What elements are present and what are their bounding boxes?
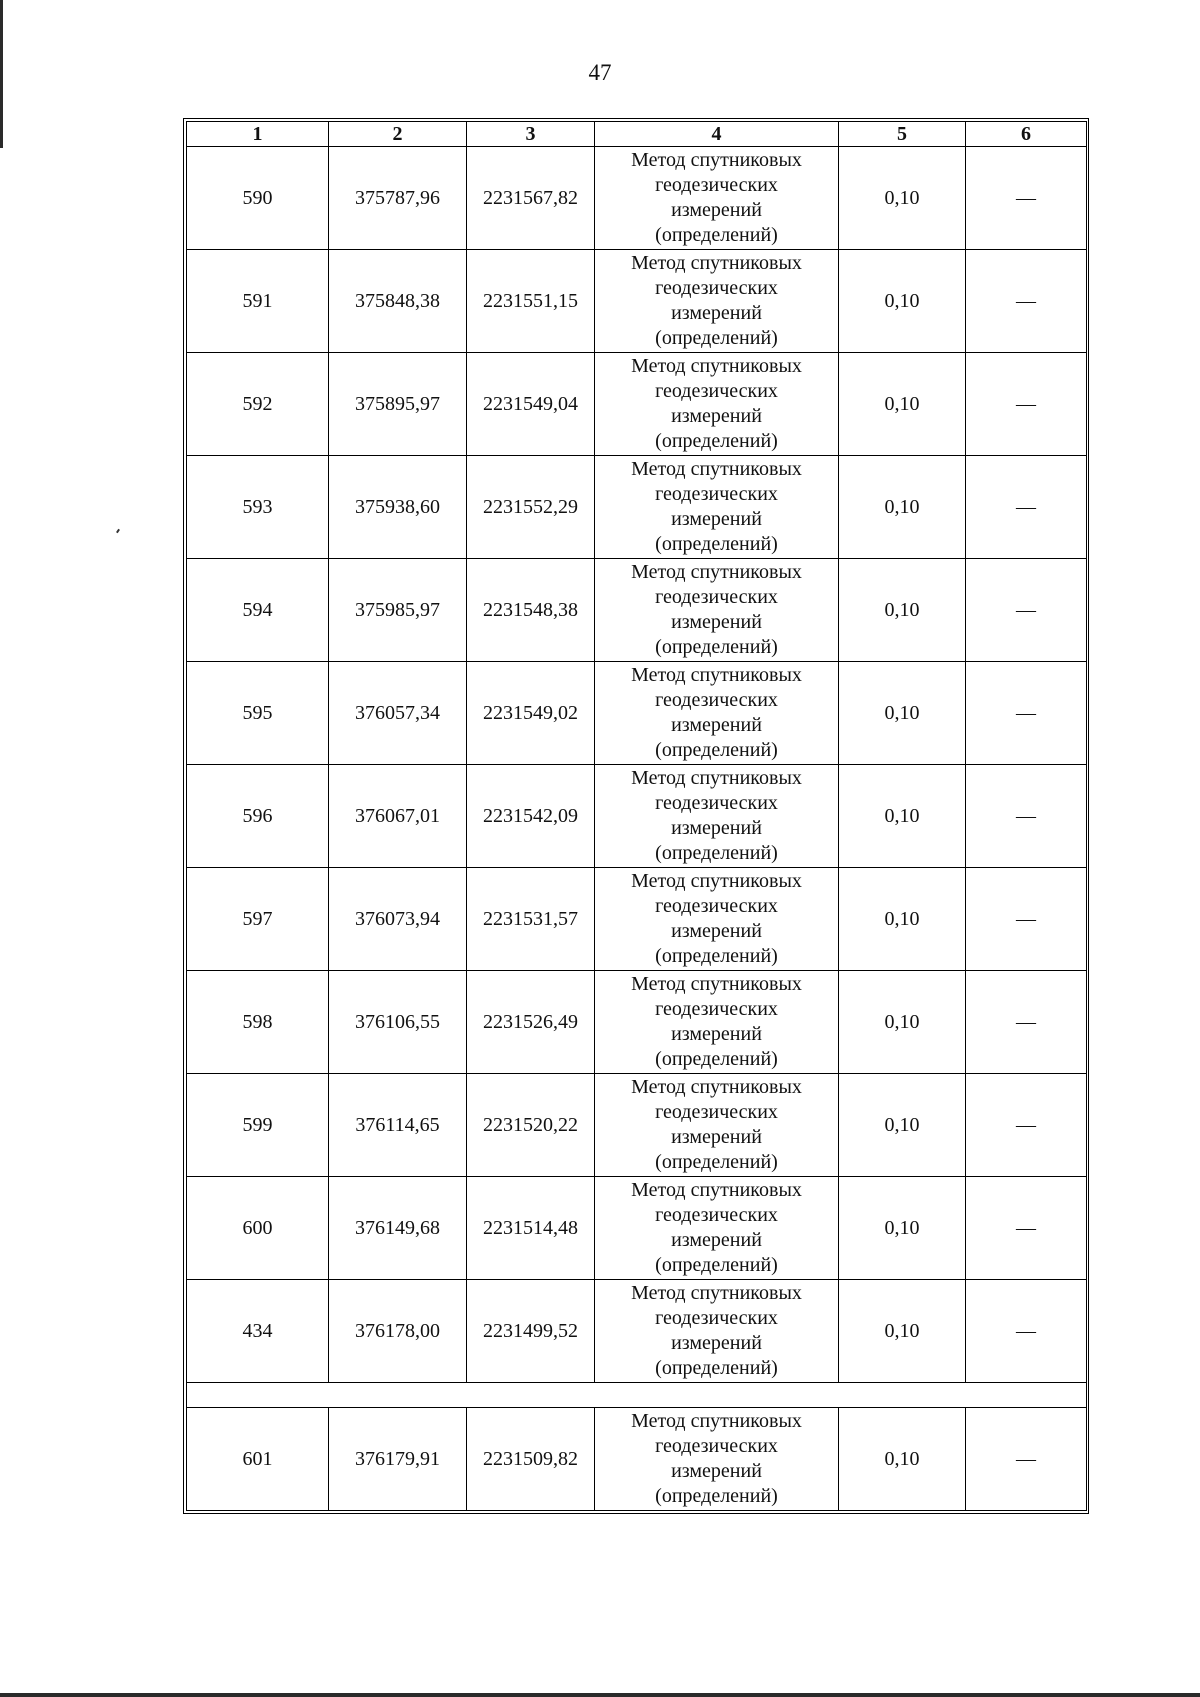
point-number-cell: 596 [187, 765, 329, 868]
accuracy-cell: 0,10 [839, 559, 966, 662]
method-text-line: измерений [671, 508, 762, 530]
y-coordinate-cell: 2231514,48 [467, 1177, 595, 1280]
x-coordinate-cell: 376067,01 [329, 765, 467, 868]
method-text-line: Метод спутниковых [631, 458, 802, 480]
point-number-cell: 598 [187, 971, 329, 1074]
method-text-line: Метод спутниковых [631, 767, 802, 789]
point-number-cell: 597 [187, 868, 329, 971]
method-text-line: (определений) [655, 1485, 778, 1507]
note-cell: — [966, 353, 1087, 456]
note-cell: — [966, 1074, 1087, 1177]
method-text-line: Метод спутниковых [631, 1282, 802, 1304]
y-coordinate-cell: 2231526,49 [467, 971, 595, 1074]
table-row [187, 353, 1087, 456]
note-cell: — [966, 456, 1087, 559]
column-header: 6 [966, 122, 1087, 147]
method-text-line: Метод спутниковых [631, 1179, 802, 1201]
column-header: 2 [329, 122, 467, 147]
method-cell [595, 1280, 839, 1383]
table-body [187, 147, 1087, 1511]
method-text-line: (определений) [655, 842, 778, 864]
table-row [187, 456, 1087, 559]
method-text-line: геодезических [655, 998, 778, 1020]
method-cell [595, 456, 839, 559]
x-coordinate-cell: 376114,65 [329, 1074, 467, 1177]
method-cell [595, 868, 839, 971]
method-text-line: Метод спутниковых [631, 973, 802, 995]
point-number-cell: 594 [187, 559, 329, 662]
x-coordinate-cell: 376178,00 [329, 1280, 467, 1383]
note-cell: — [966, 1408, 1087, 1511]
column-header: 5 [839, 122, 966, 147]
table-header-row [187, 122, 1087, 147]
method-text-line: геодезических [655, 586, 778, 608]
point-number-cell: 593 [187, 456, 329, 559]
accuracy-cell: 0,10 [839, 456, 966, 559]
column-header: 3 [467, 122, 595, 147]
method-text-line: измерений [671, 1332, 762, 1354]
method-text-line: измерений [671, 1126, 762, 1148]
y-coordinate-cell: 2231499,52 [467, 1280, 595, 1383]
method-text-line: геодезических [655, 792, 778, 814]
method-text-line: (определений) [655, 1357, 778, 1379]
y-coordinate-cell: 2231520,22 [467, 1074, 595, 1177]
point-number-cell: 592 [187, 353, 329, 456]
method-text-line: (определений) [655, 327, 778, 349]
method-text-line: измерений [671, 920, 762, 942]
note-cell: — [966, 662, 1087, 765]
table-row [187, 147, 1087, 250]
method-text-line: (определений) [655, 945, 778, 967]
accuracy-cell: 0,10 [839, 765, 966, 868]
note-cell: — [966, 1280, 1087, 1383]
method-cell [595, 1074, 839, 1177]
accuracy-cell: 0,10 [839, 662, 966, 765]
table-row [187, 765, 1087, 868]
y-coordinate-cell: 2231549,02 [467, 662, 595, 765]
method-text-line: измерений [671, 611, 762, 633]
method-text-line: измерений [671, 302, 762, 324]
method-cell [595, 662, 839, 765]
table-row [187, 1177, 1087, 1280]
note-cell: — [966, 559, 1087, 662]
x-coordinate-cell: 375895,97 [329, 353, 467, 456]
method-cell [595, 353, 839, 456]
x-coordinate-cell: 375787,96 [329, 147, 467, 250]
method-text-line: (определений) [655, 636, 778, 658]
method-cell [595, 1177, 839, 1280]
point-number-cell: 595 [187, 662, 329, 765]
table-row [187, 868, 1087, 971]
method-cell [595, 765, 839, 868]
method-text-line: Метод спутниковых [631, 870, 802, 892]
method-text-line: (определений) [655, 739, 778, 761]
method-text-line: геодезических [655, 483, 778, 505]
method-text-line: (определений) [655, 1048, 778, 1070]
method-cell [595, 1408, 839, 1511]
method-text-line: геодезических [655, 895, 778, 917]
table-row [187, 250, 1087, 353]
method-text-line: измерений [671, 1023, 762, 1045]
y-coordinate-cell: 2231509,82 [467, 1408, 595, 1511]
point-number-cell: 600 [187, 1177, 329, 1280]
x-coordinate-cell: 376057,34 [329, 662, 467, 765]
accuracy-cell: 0,10 [839, 1408, 966, 1511]
table-row [187, 971, 1087, 1074]
y-coordinate-cell: 2231551,15 [467, 250, 595, 353]
accuracy-cell: 0,10 [839, 250, 966, 353]
table-row [187, 1074, 1087, 1177]
method-text-line: измерений [671, 405, 762, 427]
scan-edge-bottom [0, 1693, 1200, 1697]
note-cell: — [966, 1177, 1087, 1280]
x-coordinate-cell: 375985,97 [329, 559, 467, 662]
method-cell [595, 147, 839, 250]
accuracy-cell: 0,10 [839, 1177, 966, 1280]
point-number-cell: 590 [187, 147, 329, 250]
accuracy-cell: 0,10 [839, 147, 966, 250]
accuracy-cell: 0,10 [839, 353, 966, 456]
y-coordinate-cell: 2231567,82 [467, 147, 595, 250]
table-row [187, 1280, 1087, 1383]
method-text-line: геодезических [655, 1204, 778, 1226]
point-number-cell: 434 [187, 1280, 329, 1383]
y-coordinate-cell: 2231542,09 [467, 765, 595, 868]
page-number: 47 [588, 60, 612, 85]
method-text-line: геодезических [655, 689, 778, 711]
x-coordinate-cell: 376179,91 [329, 1408, 467, 1511]
table-row [187, 559, 1087, 662]
note-cell: — [966, 971, 1087, 1074]
method-cell [595, 971, 839, 1074]
x-coordinate-cell: 376073,94 [329, 868, 467, 971]
column-header: 1 [187, 122, 329, 147]
accuracy-cell: 0,10 [839, 868, 966, 971]
x-coordinate-cell: 375848,38 [329, 250, 467, 353]
column-header: 4 [595, 122, 839, 147]
method-text-line: геодезических [655, 174, 778, 196]
y-coordinate-cell: 2231552,29 [467, 456, 595, 559]
method-text-line: геодезических [655, 380, 778, 402]
method-text-line: измерений [671, 817, 762, 839]
method-text-line: Метод спутниковых [631, 561, 802, 583]
method-text-line: измерений [671, 1460, 762, 1482]
accuracy-cell: 0,10 [839, 971, 966, 1074]
method-text-line: измерений [671, 714, 762, 736]
accuracy-cell: 0,10 [839, 1280, 966, 1383]
accuracy-cell: 0,10 [839, 1074, 966, 1177]
method-text-line: Метод спутниковых [631, 252, 802, 274]
method-text-line: (определений) [655, 430, 778, 452]
method-text-line: Метод спутниковых [631, 1076, 802, 1098]
method-text-line: геодезических [655, 1307, 778, 1329]
table-row [187, 662, 1087, 765]
note-cell: — [966, 250, 1087, 353]
method-text-line: геодезических [655, 1101, 778, 1123]
method-text-line: Метод спутниковых [631, 149, 802, 171]
method-text-line: измерений [671, 199, 762, 221]
method-text-line: Метод спутниковых [631, 664, 802, 686]
method-text-line: измерений [671, 1229, 762, 1251]
coordinates-table-frame [183, 118, 1089, 1514]
y-coordinate-cell: 2231549,04 [467, 353, 595, 456]
point-number-cell: 601 [187, 1408, 329, 1511]
method-text-line: геодезических [655, 277, 778, 299]
method-text-line: (определений) [655, 224, 778, 246]
method-cell [595, 250, 839, 353]
point-number-cell: 591 [187, 250, 329, 353]
y-coordinate-cell: 2231531,57 [467, 868, 595, 971]
note-cell: — [966, 147, 1087, 250]
x-coordinate-cell: 375938,60 [329, 456, 467, 559]
method-text-line: геодезических [655, 1435, 778, 1457]
y-coordinate-cell: 2231548,38 [467, 559, 595, 662]
scan-mark [116, 529, 120, 533]
method-text-line: (определений) [655, 1254, 778, 1276]
x-coordinate-cell: 376149,68 [329, 1177, 467, 1280]
coordinates-table [186, 121, 1087, 1511]
method-text-line: (определений) [655, 1151, 778, 1173]
method-text-line: Метод спутниковых [631, 355, 802, 377]
point-number-cell: 599 [187, 1074, 329, 1177]
note-cell: — [966, 868, 1087, 971]
x-coordinate-cell: 376106,55 [329, 971, 467, 1074]
table-spacer-row [187, 1383, 1087, 1408]
spacer-cell [187, 1383, 1087, 1408]
method-text-line: (определений) [655, 533, 778, 555]
method-text-line: Метод спутниковых [631, 1410, 802, 1432]
table-row [187, 1408, 1087, 1511]
note-cell: — [966, 765, 1087, 868]
method-cell [595, 559, 839, 662]
